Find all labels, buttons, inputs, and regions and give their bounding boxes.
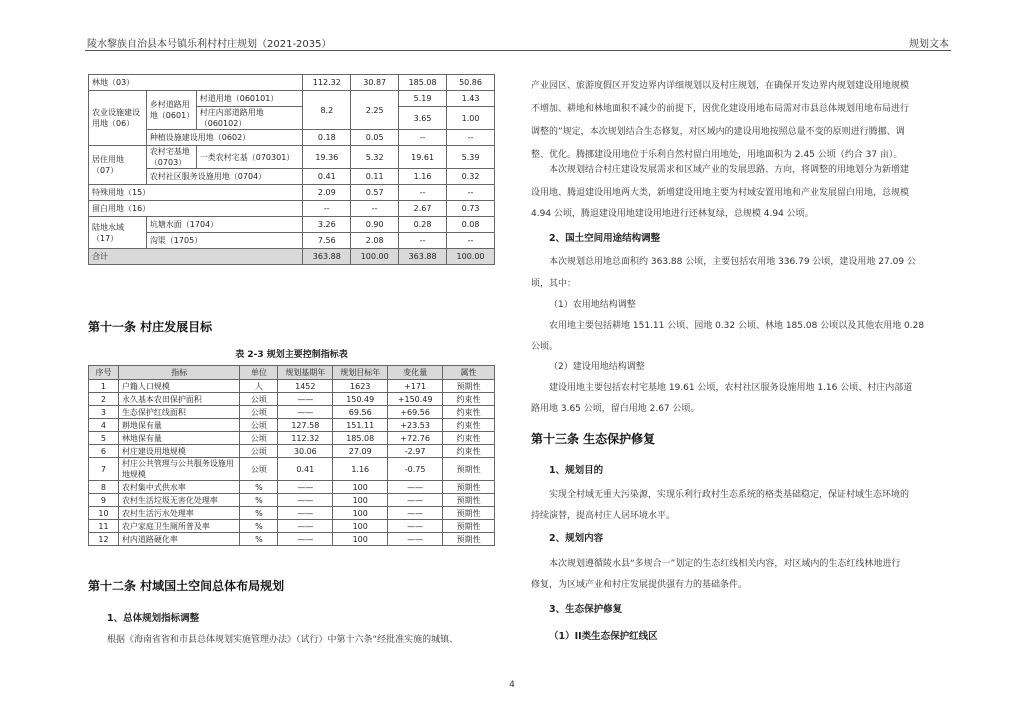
page-number: 4: [509, 680, 515, 690]
table-cell: 村庄公共管理与公共服务设施用地规模: [118, 458, 240, 481]
paragraph-line: 不增加、耕地和林地面积不减少的前提下，因优化建设用地布局需对市县总体规划用地布局进行: [531, 104, 910, 114]
table-cell: ——: [388, 481, 443, 494]
table-cell: 0.41: [278, 458, 333, 481]
table-cell: 公顷: [240, 445, 278, 458]
table-cell: +150.49: [388, 393, 443, 406]
paragraph-line: 实现全村域无重大污染源，实现乐利行政村生态系统的格类基础稳定，保证村域生态环境的: [549, 490, 910, 500]
table-cell: %: [240, 494, 278, 507]
table-cell: 农户家庭卫生厕所普及率: [118, 520, 240, 533]
table-cell: ——: [388, 507, 443, 520]
table-cell: 9: [89, 494, 119, 507]
table-row: 农业设施建设用地（06） 乡村道路用地（0601） 村道用地（060101） 8.2 2.25 5.19 1.43: [89, 91, 495, 107]
table-cell: 69.56: [333, 406, 388, 419]
table-cell: 永久基本农田保护面积: [118, 393, 240, 406]
section-title-13: 第十三条 生态保护修复: [531, 432, 656, 446]
paragraph-line: 农用地主要包括耕地 151.11 公顷、园地 0.32 公顷、林地 185.08 公顷以及其他农用地 0.28: [549, 321, 925, 331]
paragraph-line: 本次规划遵循陵水县“多规合一”划定的生态红线相关内容，对区域内的生态红线林地进行: [549, 559, 901, 569]
table-cell: 8: [89, 481, 119, 494]
table-cell: 185.08: [333, 432, 388, 445]
section-title-11: 第十一条 村庄发展目标: [88, 320, 213, 334]
table-cell: 生态保护红线面积: [118, 406, 240, 419]
table-row: [89, 520, 495, 533]
table-cell: 公顷: [240, 406, 278, 419]
paragraph-line: 路用地 3.65 公顷，留白用地 2.67 公顷。: [531, 404, 700, 414]
table-cell: 约束性: [443, 445, 495, 458]
table-cell: 预期性: [443, 481, 495, 494]
table-cell: 耕地保有量: [118, 419, 240, 432]
table-cell: 农村生活污水处理率: [118, 507, 240, 520]
table-cell: 村庄建设用地规模: [118, 445, 240, 458]
table-cell: 3: [89, 406, 119, 419]
table-cell: %: [240, 520, 278, 533]
table-cell: 12: [89, 533, 119, 546]
table-cell: 11: [89, 520, 119, 533]
table-cell: 27.09: [333, 445, 388, 458]
paragraph-line: 产业园区、旅游度假区开发边界内详细规划以及村庄规划，在确保开发边界内规划建设用地规模: [531, 81, 910, 91]
table-row: 留白用地（16） -- -- 2.67 0.73: [89, 201, 495, 217]
table-cell: ——: [278, 520, 333, 533]
table-cell: 151.11: [333, 419, 388, 432]
table-cell: 1623: [333, 380, 388, 393]
land-use-table: [88, 74, 495, 265]
table-cell: %: [240, 507, 278, 520]
table-cell: 公顷: [240, 393, 278, 406]
table-cell: 预期性: [443, 507, 495, 520]
table-cell: 2: [89, 393, 119, 406]
paragraph-line: 设用地、腾退建设用地两大类，新增建设用地主要为村域安置用地和产业发展留白用地，总规模: [531, 188, 910, 198]
table-row: 特殊用地（15） 2.09 0.57 -- --: [89, 185, 495, 201]
table-cell: 约束性: [443, 406, 495, 419]
table-cell: 约束性: [443, 393, 495, 406]
table-cell: +171: [388, 380, 443, 393]
paragraph-line: 修复，为区域产业和村庄发展提供强有力的基础条件。: [531, 580, 748, 590]
paragraph-line: 建设用地主要包括农村宅基地 19.61 公顷，农村社区服务设施用地 1.16 公顷、村庄内部道: [549, 383, 913, 393]
paragraph-line: 顷，其中：: [531, 279, 577, 289]
table-cell: %: [240, 481, 278, 494]
table-cell: 100: [333, 520, 388, 533]
paragraph-line: 4.94 公顷，腾退建设用地建设用地进行还林复绿，总规模 4.94 公顷。: [531, 209, 814, 219]
table-cell: %: [240, 533, 278, 546]
header-divider: [85, 50, 951, 51]
table-cell: 人: [240, 380, 278, 393]
table-cell: 7: [89, 458, 119, 481]
section-title-12: 第十二条 村域国土空间总体布局规划: [88, 579, 285, 593]
table-row: 农村社区服务设施用地（0704） 0.41 0.11 1.16 0.32: [89, 169, 495, 185]
paragraph-line: （2）建设用地结构调整: [549, 362, 645, 372]
table-row: [89, 380, 495, 393]
table-cell: 1.16: [333, 458, 388, 481]
table-cell: 150.49: [333, 393, 388, 406]
indicator-table: [88, 365, 495, 546]
paragraph-line: 根据《海南省省和市县总体规划实施管理办法》（试行）中第十六条“经批准实施的城镇、: [107, 635, 459, 645]
table-cell: 4: [89, 419, 119, 432]
paragraph-line: 公顷。: [531, 342, 559, 352]
table-row: [89, 533, 495, 546]
table-cell: -2.97: [388, 445, 443, 458]
table-cell: 预期性: [443, 494, 495, 507]
table-cell: 30.06: [278, 445, 333, 458]
table-row: [89, 419, 495, 432]
table-cell: 127.58: [278, 419, 333, 432]
subheading: 1、总体规划指标调整: [107, 613, 200, 624]
table-cell: 112.32: [278, 432, 333, 445]
table-cell: ——: [278, 406, 333, 419]
paragraph-line: 本次规划结合村庄建设发展需求和区域产业的发展思路、方向，将调整的用地划分为新增建: [549, 165, 910, 175]
table-row: [89, 432, 495, 445]
table-row: [89, 458, 495, 481]
table-cell: ——: [388, 533, 443, 546]
table-row: [89, 406, 495, 419]
table-cell: ——: [388, 494, 443, 507]
table-cell: 户籍人口规模: [118, 380, 240, 393]
table-row: 林地（03） 112.32 30.87 185.08 50.86: [89, 75, 495, 91]
table-cell: 林地保有量: [118, 432, 240, 445]
table-row: 种植设施建设用地（0602） 0.18 0.05 -- --: [89, 130, 495, 146]
table-cell: -0.75: [388, 458, 443, 481]
table-row: 沟渠（1705） 7.56 2.08 -- --: [89, 233, 495, 249]
table-row: [89, 481, 495, 494]
table-row: [89, 393, 495, 406]
table-cell: 1: [89, 380, 119, 393]
table-cell: 预期性: [443, 380, 495, 393]
document-type: 规划文本: [909, 39, 949, 50]
subheading: 1、规划目的: [549, 465, 604, 476]
table-cell: ——: [278, 533, 333, 546]
table-cell: ——: [278, 494, 333, 507]
table-cell: 5: [89, 432, 119, 445]
table-cell: +23.53: [388, 419, 443, 432]
table-cell: 村内道路硬化率: [118, 533, 240, 546]
table-cell: 约束性: [443, 419, 495, 432]
subheading: 3、生态保护修复: [549, 604, 623, 615]
table-cell: 100: [333, 533, 388, 546]
subheading: 2、国土空间用途结构调整: [549, 233, 661, 244]
table-row: 居住用地（07） 农村宅基地（0703） 一类农村宅基（070301） 19.36 5.32 19.61 5.39: [89, 146, 495, 169]
table-cell: 农村生活垃圾无害化处理率: [118, 494, 240, 507]
table-cell: 100: [333, 507, 388, 520]
table-cell: 预期性: [443, 533, 495, 546]
table-cell: ——: [278, 481, 333, 494]
table-cell: +69.56: [388, 406, 443, 419]
table-cell: 1452: [278, 380, 333, 393]
table-cell: +72.76: [388, 432, 443, 445]
subheading: （1）II类生态保护红线区: [549, 631, 658, 642]
table-cell: 10: [89, 507, 119, 520]
table-row: 陆地水域（17） 坑塘水面（1704） 3.26 0.90 0.28 0.08: [89, 217, 495, 233]
table-row: 村庄内部道路用地（060102） 3.65 1.00: [89, 107, 495, 130]
paragraph-line: 持续演替，提高村庄人居环境水平。: [531, 511, 676, 521]
table-cell: ——: [278, 393, 333, 406]
table-cell: 预期性: [443, 458, 495, 481]
table-cell: 100: [333, 481, 388, 494]
table-cell: 约束性: [443, 432, 495, 445]
table-cell: 6: [89, 445, 119, 458]
table-cell: ——: [388, 520, 443, 533]
table-row: [89, 507, 495, 520]
paragraph-line: 调整的”规定，本次规划结合生态修复，对区域内的建设用地按照总量不变的原则进行腾挪、调: [531, 127, 905, 137]
table-header-row: 序号 指标 单位 规划基期年 规划目标年 变化量 属性: [89, 366, 495, 380]
table-cell: 公顷: [240, 419, 278, 432]
table-caption: 表 2-3 规划主要控制指标表: [235, 350, 348, 360]
table-row: [89, 445, 495, 458]
subheading: 2、规划内容: [549, 533, 604, 544]
table-total-row: 合计 363.88 100.00 363.88 100.00: [89, 249, 495, 265]
paragraph-line: 整、优化。腾挪建设用地位于乐利自然村留白用地处，用地面积为 2.45 公顷（约合 37 亩）。: [531, 150, 903, 160]
table-cell: 公顷: [240, 432, 278, 445]
table-cell: 预期性: [443, 520, 495, 533]
table-cell: ——: [278, 507, 333, 520]
table-cell: 公顷: [240, 458, 278, 481]
paragraph-line: （1）农用地结构调整: [549, 300, 636, 310]
table-cell: 农村集中式供水率: [118, 481, 240, 494]
table-row: [89, 494, 495, 507]
document-title: 陵水黎族自治县本号镇乐利村村庄规划（2021-2035）: [87, 39, 332, 50]
paragraph-line: 本次规划总用地总面积约 363.88 公顷，主要包括农用地 336.79 公顷，建设用地 27.09 公: [549, 257, 916, 267]
table-cell: 100: [333, 494, 388, 507]
